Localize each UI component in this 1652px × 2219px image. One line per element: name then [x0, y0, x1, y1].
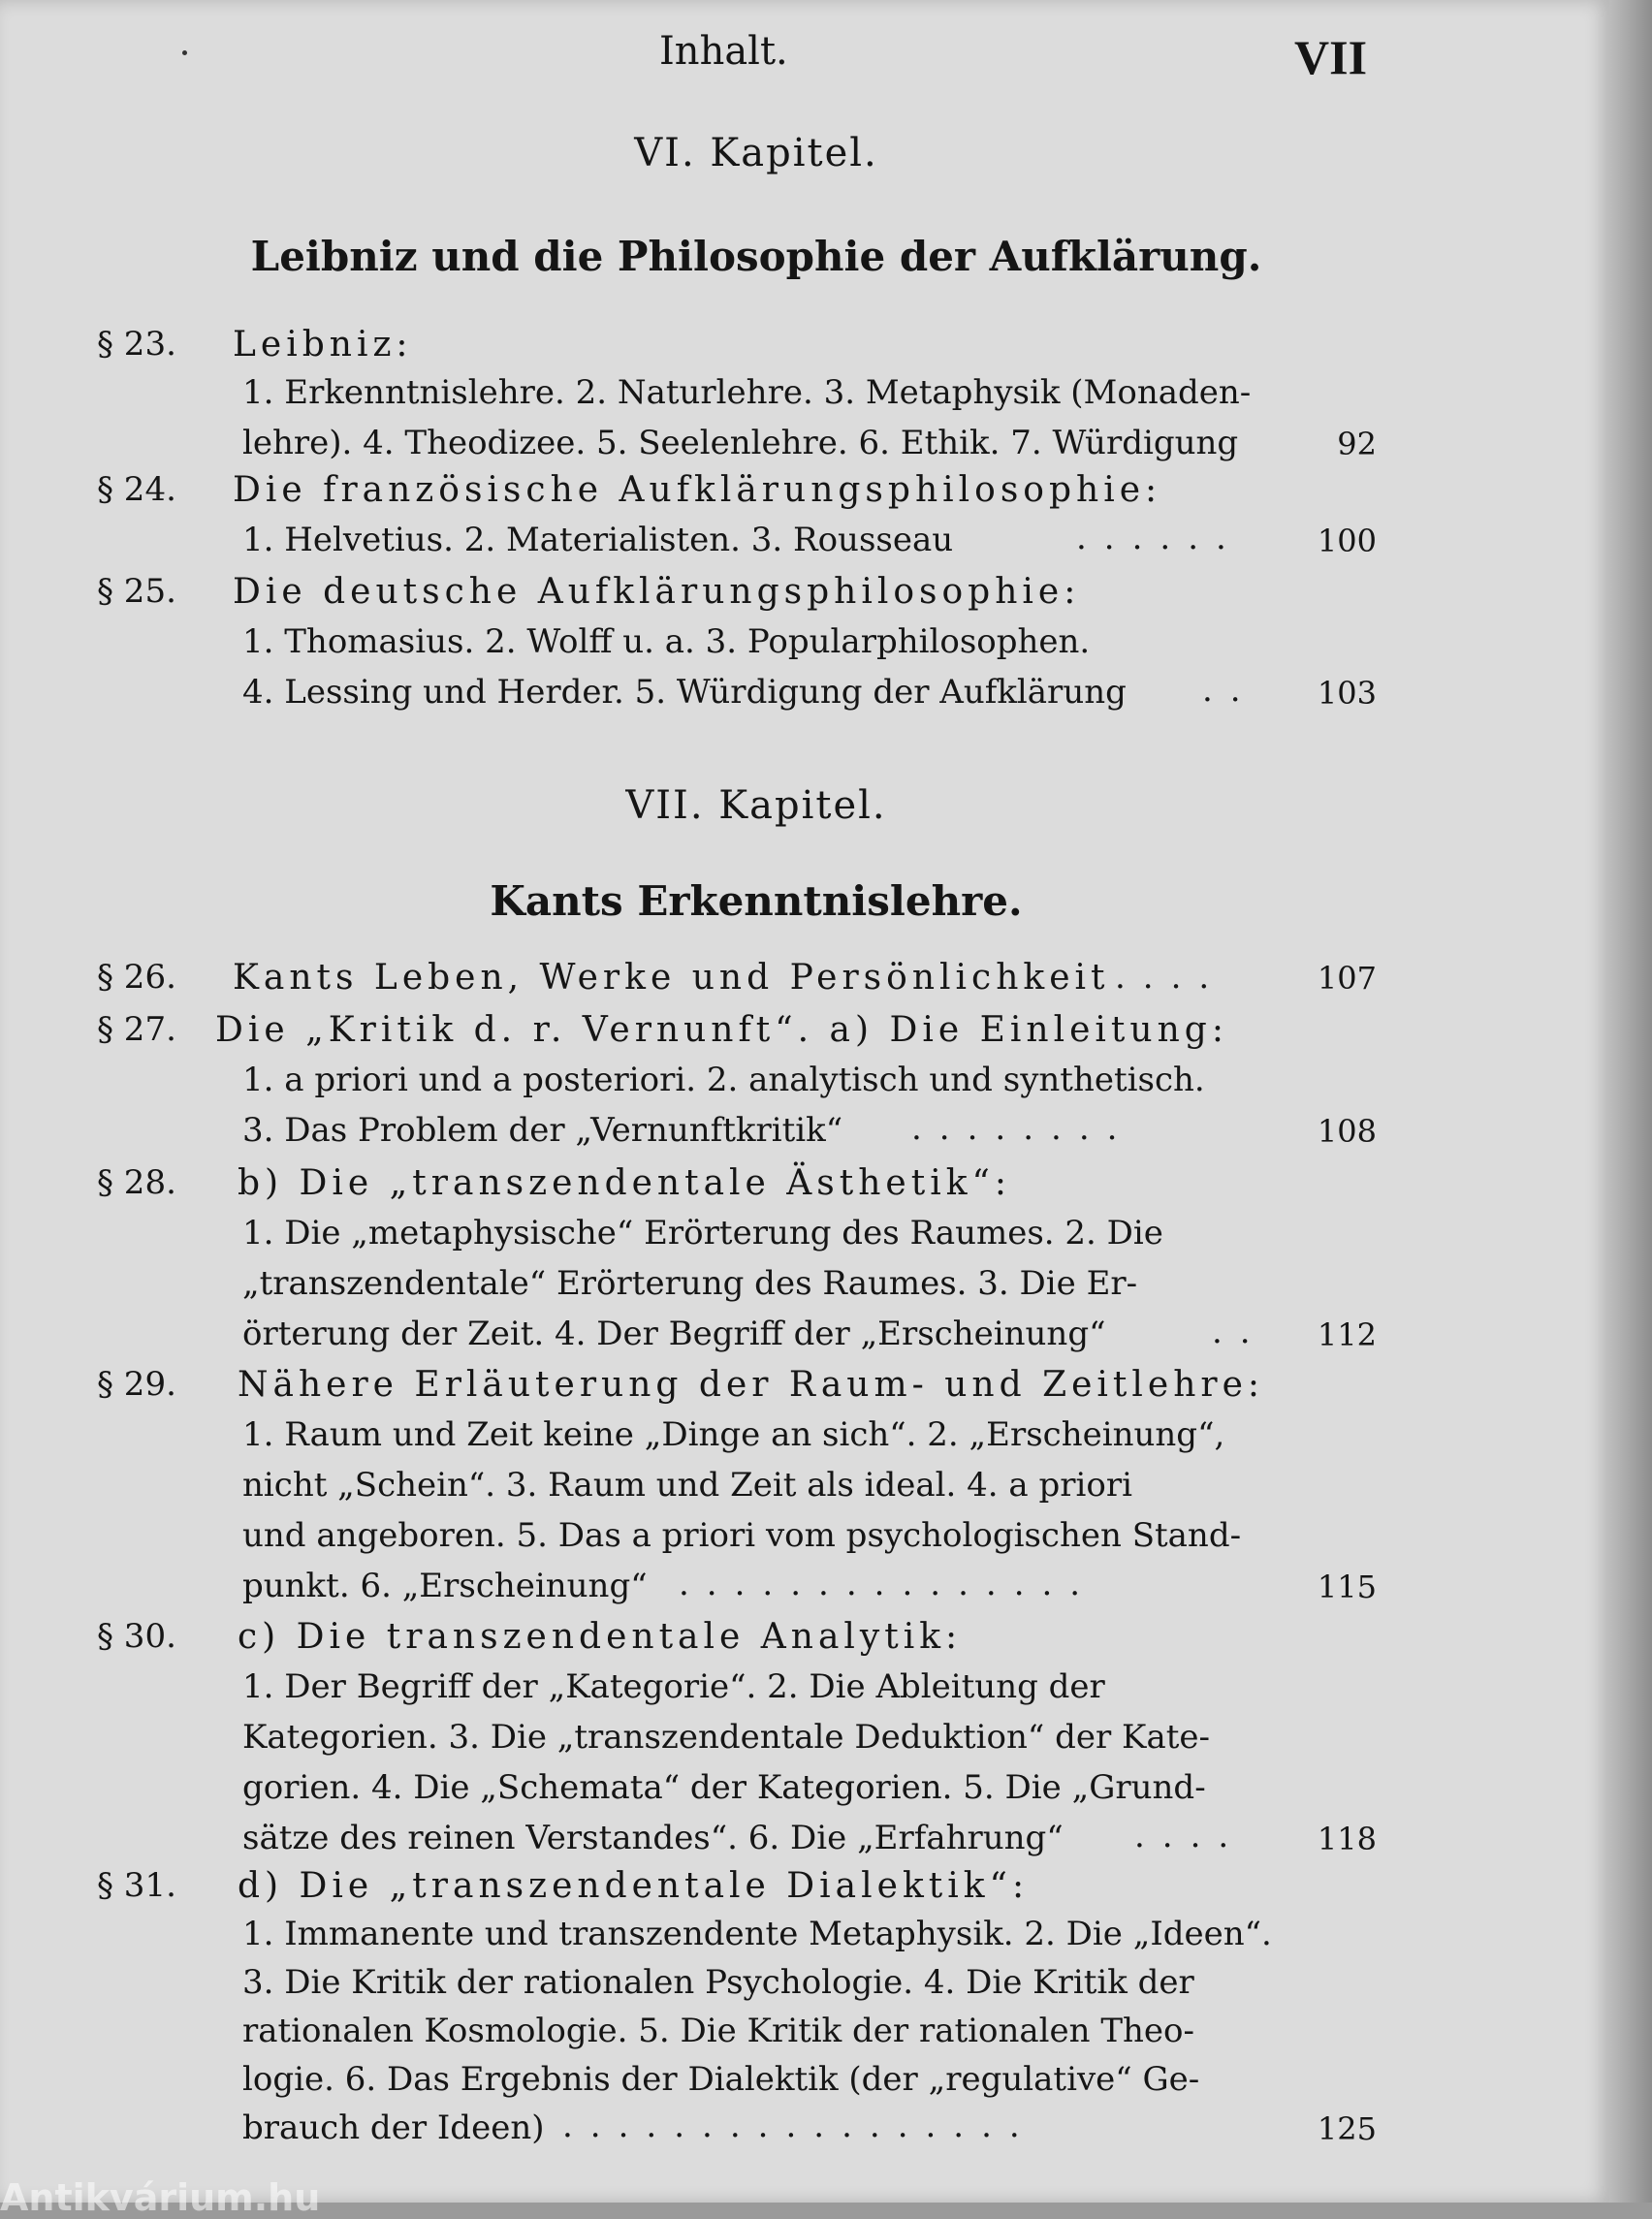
section-line: örterung der Zeit. 4. Der Begriff der „Erscheinung“: [242, 1315, 1106, 1353]
section-number: § 28.: [97, 1163, 176, 1202]
chapter-title: Leibniz und die Philosophie der Aufklärung.: [250, 233, 1262, 280]
section-number: § 29.: [97, 1365, 176, 1404]
section-line: 1. Der Begriff der „Kategorie“. 2. Die Ableitung der: [242, 1667, 1105, 1706]
running-head-title: Inhalt.: [659, 29, 788, 74]
section-heading: Die deutsche Aufklärungsphilosophie:: [233, 572, 1081, 612]
section-line: 4. Lessing und Herder. 5. Würdigung der Aufklärung: [242, 673, 1127, 712]
section-line: brauch der Ideen): [242, 2108, 545, 2147]
section-line: 1. a priori und a posteriori. 2. analytisch und synthetisch.: [242, 1061, 1205, 1099]
section-line: gorien. 4. Die „Schemata“ der Kategorien. 5. Die „Grund-: [242, 1768, 1206, 1807]
chapter-label: VI. Kapitel.: [634, 131, 878, 175]
section-line: 3. Das Problem der „Vernunftkritik“: [242, 1111, 843, 1150]
section-line: lehre). 4. Theodizee. 5. Seelenlehre. 6. Ethik. 7. Würdigung: [242, 424, 1239, 462]
page-number: 92: [1337, 426, 1377, 462]
section-number: § 23.: [97, 325, 176, 364]
dot-leader: ....: [1115, 958, 1227, 997]
chapter-title: Kants Erkenntnislehre.: [490, 877, 1023, 925]
section-heading: b) Die „transzendentale Ästhetik“:: [238, 1163, 1012, 1203]
section-line: logie. 6. Das Ergebnis der Dialektik (der „regulative“ Ge-: [242, 2060, 1200, 2099]
page-number: 112: [1317, 1316, 1377, 1353]
dot-leader: .................: [562, 2107, 1037, 2145]
page-number: 125: [1317, 2110, 1377, 2147]
section-number: § 30.: [97, 1617, 176, 1656]
running-head-page-number: VII: [1294, 30, 1368, 84]
dot-leader: ....: [1134, 1817, 1247, 1855]
section-line: 1. Immanente und transzendente Metaphysik. 2. Die „Ideen“.: [242, 1915, 1272, 1953]
page-number: 115: [1317, 1569, 1377, 1605]
section-heading: d) Die „transzendentale Dialektik“:: [238, 1866, 1030, 1906]
page-number: 108: [1317, 1113, 1377, 1150]
section-line: 1. Die „metaphysische“ Erörterung des Raumes. 2. Die: [242, 1214, 1163, 1252]
section-line: punkt. 6. „Erscheinung“: [242, 1567, 648, 1605]
section-line: 3. Die Kritik der rationalen Psychologie. 4. Die Kritik der: [242, 1963, 1194, 2002]
section-line: 1. Helvetius. 2. Materialisten. 3. Rousseau: [242, 521, 954, 559]
dot-leader: ...............: [679, 1565, 1098, 1603]
print-speck: [182, 50, 187, 55]
page-number: 118: [1317, 1821, 1377, 1857]
page-number: 100: [1317, 523, 1377, 559]
section-number: § 26.: [97, 958, 176, 997]
section-line: sätze des reinen Verstandes“. 6. Die „Erfahrung“: [242, 1819, 1064, 1857]
watermark: Antikvárium.hu: [0, 2176, 321, 2219]
section-line: und angeboren. 5. Das a priori vom psychologischen Stand-: [242, 1516, 1242, 1555]
section-line: 1. Thomasius. 2. Wolff u. a. 3. Popularphilosophen.: [242, 622, 1091, 661]
page-number: 107: [1317, 960, 1377, 997]
section-heading: Nähere Erläuterung der Raum- und Zeitlehre:: [238, 1365, 1265, 1405]
section-line: „transzendentale“ Erörterung des Raumes. 3. Die Er-: [242, 1264, 1138, 1303]
section-heading: Die französische Aufklärungsphilosophie:: [233, 470, 1162, 510]
section-line: 1. Erkenntnislehre. 2. Naturlehre. 3. Metaphysik (Monaden-: [242, 373, 1252, 412]
section-number: § 24.: [97, 470, 176, 509]
section-heading: Kants Leben, Werke und Persönlichkeit: [233, 958, 1110, 998]
section-number: § 31.: [97, 1866, 176, 1905]
page-edge: [1609, 0, 1652, 2203]
section-number: § 25.: [97, 572, 176, 611]
section-heading: Die „Kritik d. r. Vernunft“. a) Die Einleitung:: [215, 1010, 1228, 1050]
section-heading: c) Die transzendentale Analytik:: [238, 1617, 963, 1657]
dot-leader: ........: [911, 1109, 1135, 1148]
section-line: Kategorien. 3. Die „transzendentale Deduktion“ der Kate-: [242, 1718, 1210, 1757]
dot-leader: ......: [1076, 519, 1244, 557]
section-line: nicht „Schein“. 3. Raum und Zeit als ideal. 4. a priori: [242, 1466, 1132, 1505]
page-number: 103: [1317, 675, 1377, 712]
section-number: § 27.: [97, 1010, 176, 1049]
section-heading: Leibniz:: [233, 325, 413, 365]
dot-leader: ..: [1202, 671, 1258, 710]
dot-leader: ..: [1212, 1313, 1268, 1351]
section-line: 1. Raum und Zeit keine „Dinge an sich“. 2. „Erscheinung“,: [242, 1415, 1225, 1454]
chapter-label: VII. Kapitel.: [625, 783, 887, 828]
section-line: rationalen Kosmologie. 5. Die Kritik der rationalen Theo-: [242, 2012, 1195, 2050]
